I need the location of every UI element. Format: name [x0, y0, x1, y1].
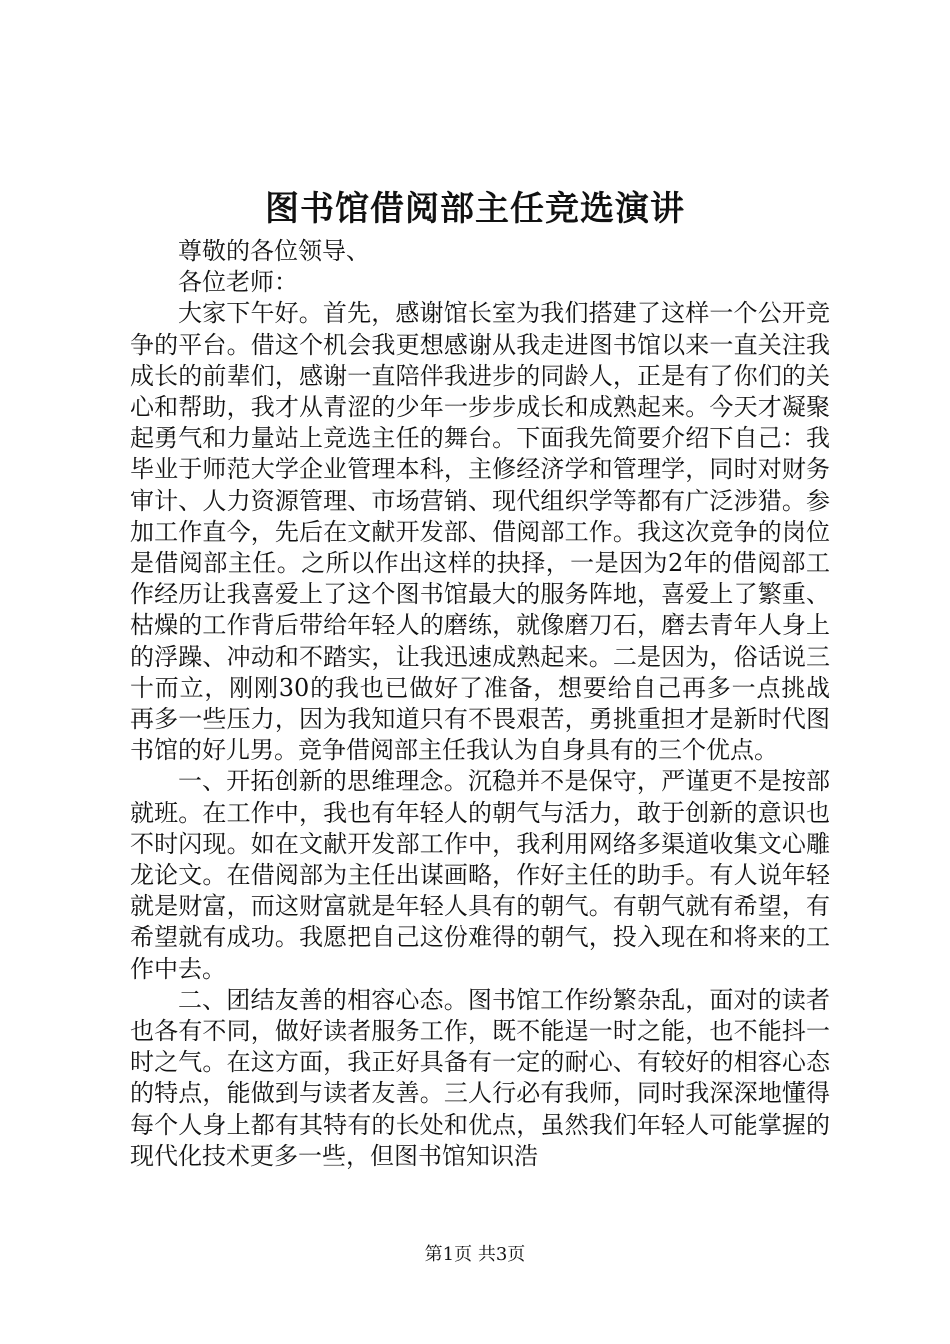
paragraph-point-2: 二、团结友善的相容心态。图书馆工作纷繁杂乱，面对的读者也各有不同，做好读者服务工作，既不能逞一时之能，也不能抖一时之气。在这方面，我正好具备有一定的耐心、有较好的相容心态的特点，能做到与读者友善。三人行必有我师，同时我深深地懂得每个人身上都有其特有的长处和优点，虽然我们年轻人可能掌握的现代化技术更多一些，但图书馆知识浩	[130, 985, 830, 1170]
page-number-footer: 第1页 共3页	[424, 1244, 526, 1265]
paragraph-point-1: 一、开拓创新的思维理念。沉稳并不是保守，严谨更不是按部就班。在工作中，我也有年轻人的朝气与活力，敢于创新的意识也不时闪现。如在文献开发部工作中，我利用网络多渠道收集文心雕龙论文。在借阅部为主任出谋画略，作好主任的助手。有人说年轻就是财富，而这财富就是年轻人具有的朝气。有朝气就有希望，有希望就有成功。我愿把自己这份难得的朝气，投入现在和将来的工作中去。	[130, 767, 830, 983]
paragraph-intro: 大家下午好。首先，感谢馆长室为我们搭建了这样一个公开竞争的平台。借这个机会我更想感谢从我走进图书馆以来一直关注我成长的前辈们，感谢一直陪伴我进步的同龄人，正是有了你们的关心和帮助，我才从青涩的少年一步步成长和成熟起来。今天才凝聚起勇气和力量站上竞选主任的舞台。下面我先简要介绍下自己：我毕业于师范大学企业管理本科，主修经济学和管理学，同时对财务审计、人力资源管理、市场营销、现代组织学等都有广泛涉猎。参加工作直今，先后在文献开发部、借阅部工作。我这次竞争的岗位是借阅部主任。之所以作出这样的抉择，一是因为2年的借阅部工作经历让我喜爱上了这个图书馆最大的服务阵地，喜爱上了繁重、枯燥的工作背后带给年轻人的磨练，就像磨刀石，磨去青年人身上的浮躁、冲动和不踏实，让我迅速成熟起来。二是因为，俗话说三十而立，刚刚30的我也已做好了准备，想要给自己再多一点挑战再多一些压力，因为我知道只有不畏艰苦，勇挑重担才是新时代图书馆的好儿男。竞争借阅部主任我认为自身具有的三个优点。	[130, 299, 830, 765]
document-title: 图书馆借阅部主任竞选演讲	[265, 189, 685, 229]
salutation-line-1: 尊敬的各位领导、	[178, 237, 370, 265]
salutation-line-2: 各位老师：	[178, 268, 298, 297]
document-body	[130, 236, 830, 1172]
